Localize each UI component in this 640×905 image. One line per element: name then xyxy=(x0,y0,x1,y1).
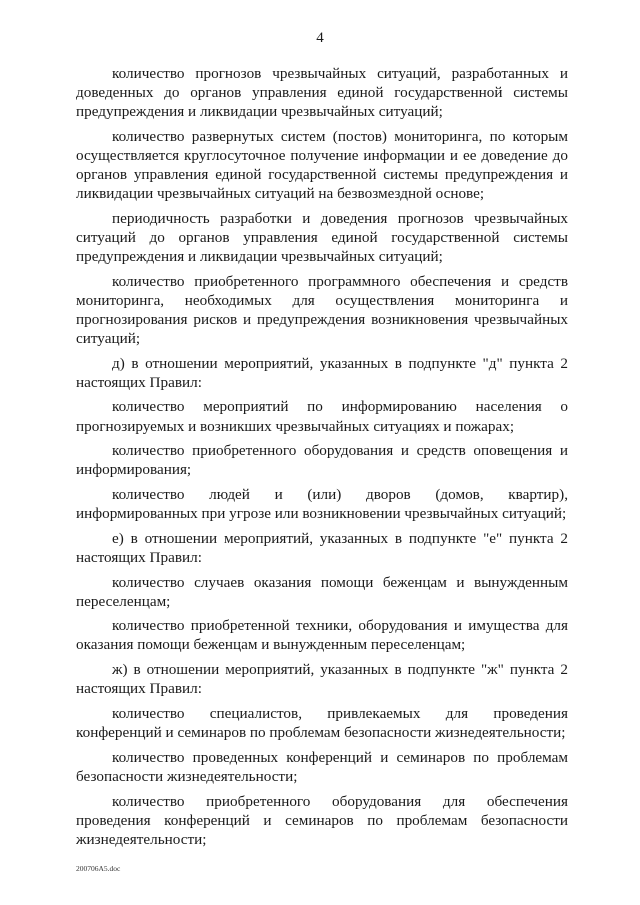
paragraph-subitem-e: е) в отношении мероприятий, указанных в подпункте "е" пункта 2 настоящих Правил: xyxy=(76,529,568,566)
paragraph-subitem-d: д) в отношении мероприятий, указанных в подпункте "д" пункта 2 настоящих Правил: xyxy=(76,354,568,391)
page-number: 4 xyxy=(316,30,324,46)
paragraph-software-count: количество приобретенного программного обеспечения и средств мониторинга, необходимых для осуществления мониторинга и прогнозирования рисков и предупреждения возникновения чрезвычайных ситуаций; xyxy=(76,272,568,347)
paragraph-subitem-zh: ж) в отношении мероприятий, указанных в подпункте "ж" пункта 2 настоящих Правил: xyxy=(76,661,568,698)
paragraph-people-informed: количество людей и (или) дворов (домов, квартир), информированных при угрозе или возникновении чрезвычайных ситуаций; xyxy=(76,486,568,523)
paragraph-refugee-help: количество случаев оказания помощи беженцам и вынужденным переселенцам; xyxy=(76,573,568,610)
paragraph-forecast-count: количество прогнозов чрезвычайных ситуаций, разработанных и доведенных до органов управления единой государственной системы предупреждения и ликвидации чрезвычайных ситуаций; xyxy=(76,65,568,121)
paragraph-refugee-equipment: количество приобретенной техники, оборудования и имущества для оказания помощи беженцам и вынужденным переселенцам; xyxy=(76,617,568,654)
paragraph-forecast-periodicity: периодичность разработки и доведения прогнозов чрезвычайных ситуаций до органов управления единой государственной системы предупреждения и ликвидации чрезвычайных ситуаций; xyxy=(76,209,568,266)
paragraph-specialists-count: количество специалистов, привлекаемых для проведения конференций и семинаров по проблемам безопасности жизнедеятельности; xyxy=(76,704,568,742)
footer-file-code: 200706A5.doc xyxy=(76,864,121,873)
paragraph-monitoring-systems: количество развернутых систем (постов) мониторинга, по которым осуществляется круглосуточное получение информации и ее доведение до органов управления единой государственной системы предупреждения и ликвидации чрезвычайных ситуаций на безвозмездной основе; xyxy=(76,127,568,203)
paragraph-conferences-count: количество проведенных конференций и семинаров по проблемам безопасности жизнедеятельности; xyxy=(76,748,568,785)
document-body xyxy=(76,64,568,854)
paragraph-informing-events: количество мероприятий по информированию населения о прогнозируемых и возникших чрезвычайных ситуациях и пожарах; xyxy=(76,398,568,435)
paragraph-alert-equipment: количество приобретенного оборудования и средств оповещения и информирования; xyxy=(76,442,568,479)
paragraph-conference-equipment: количество приобретенного оборудования для обеспечения проведения конференций и семинаров по проблемам безопасности жизнедеятельности; xyxy=(76,792,568,848)
